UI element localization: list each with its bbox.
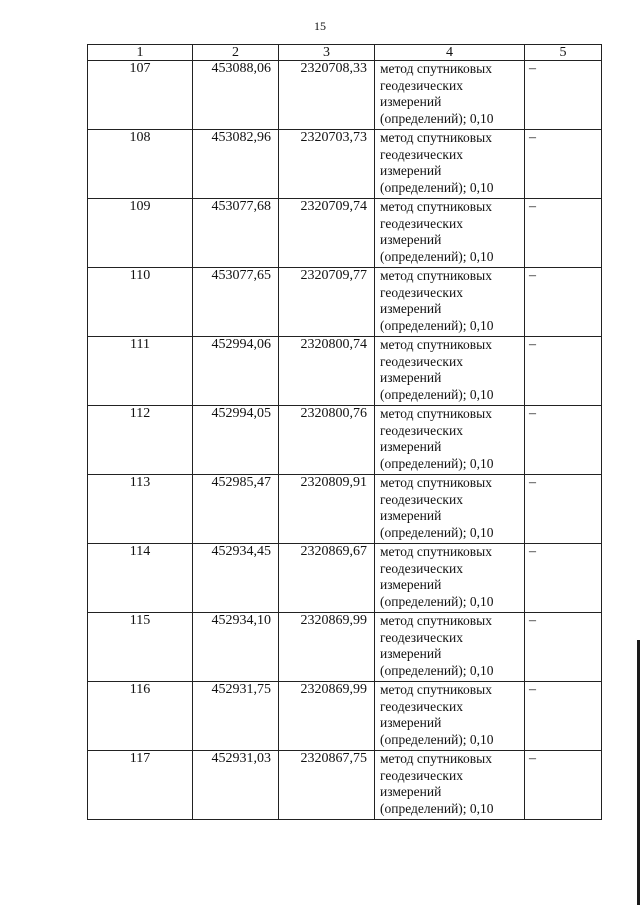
method-line: геодезических: [380, 491, 463, 507]
method-line: метод спутниковых: [380, 682, 492, 697]
method-line: (определений); 0,10: [380, 662, 494, 678]
method-line: метод спутниковых: [380, 475, 492, 490]
x-coordinate-cell: 452934,10: [193, 613, 279, 682]
method-line: измерений: [380, 232, 442, 247]
table-row: [88, 268, 602, 337]
method-line: (определений); 0,10: [380, 179, 494, 195]
method-cell: [375, 199, 525, 268]
table-row: [88, 130, 602, 199]
method-line: геодезических: [380, 215, 463, 231]
y-coordinate-cell: 2320703,73: [279, 130, 375, 199]
method-line: измерений: [380, 784, 442, 799]
method-cell: [375, 613, 525, 682]
method-line: измерений: [380, 715, 442, 730]
header-cell-3: 3: [279, 45, 375, 61]
y-coordinate-cell: 2320709,74: [279, 199, 375, 268]
method-line: метод спутниковых: [380, 337, 492, 352]
x-coordinate-cell: 452934,45: [193, 544, 279, 613]
note-cell: –: [525, 751, 602, 820]
note-cell: –: [525, 613, 602, 682]
x-coordinate-cell: 453077,65: [193, 268, 279, 337]
y-coordinate-cell: 2320869,99: [279, 682, 375, 751]
x-coordinate-cell: 453082,96: [193, 130, 279, 199]
method-cell: [375, 406, 525, 475]
header-cell-1: 1: [88, 45, 193, 61]
note-cell: –: [525, 199, 602, 268]
note-cell: –: [525, 337, 602, 406]
y-coordinate-cell: 2320869,67: [279, 544, 375, 613]
method-cell: [375, 544, 525, 613]
note-cell: –: [525, 268, 602, 337]
method-line: (определений); 0,10: [380, 731, 494, 747]
method-line: метод спутниковых: [380, 544, 492, 559]
method-line: измерений: [380, 370, 442, 385]
table-row: [88, 613, 602, 682]
table-row: [88, 199, 602, 268]
method-cell: [375, 268, 525, 337]
note-cell: –: [525, 475, 602, 544]
header-cell-5: 5: [525, 45, 602, 61]
y-coordinate-cell: 2320800,74: [279, 337, 375, 406]
method-line: измерений: [380, 439, 442, 454]
table-row: [88, 751, 602, 820]
note-cell: –: [525, 130, 602, 199]
point-number-cell: 113: [88, 475, 193, 544]
method-cell: [375, 751, 525, 820]
table-row: [88, 406, 602, 475]
point-number-cell: 111: [88, 337, 193, 406]
page-number: 15: [314, 19, 326, 33]
method-line: метод спутниковых: [380, 613, 492, 628]
method-line: метод спутниковых: [380, 406, 492, 421]
point-number-cell: 108: [88, 130, 193, 199]
x-coordinate-cell: 453088,06: [193, 61, 279, 130]
point-number-cell: 110: [88, 268, 193, 337]
y-coordinate-cell: 2320809,91: [279, 475, 375, 544]
method-line: геодезических: [380, 353, 463, 369]
method-line: геодезических: [380, 629, 463, 645]
x-coordinate-cell: 452985,47: [193, 475, 279, 544]
method-line: (определений); 0,10: [380, 110, 494, 126]
point-number-cell: 109: [88, 199, 193, 268]
point-number-cell: 115: [88, 613, 193, 682]
y-coordinate-cell: 2320709,77: [279, 268, 375, 337]
header-cell-4: 4: [375, 45, 525, 61]
note-cell: –: [525, 61, 602, 130]
header-cell-2: 2: [193, 45, 279, 61]
method-line: измерений: [380, 577, 442, 592]
table-body: [88, 45, 602, 820]
table-row: [88, 544, 602, 613]
x-coordinate-cell: 452931,75: [193, 682, 279, 751]
method-line: (определений); 0,10: [380, 593, 494, 609]
method-line: (определений); 0,10: [380, 524, 494, 540]
method-line: метод спутниковых: [380, 199, 492, 214]
point-number-cell: 116: [88, 682, 193, 751]
method-line: (определений); 0,10: [380, 800, 494, 816]
y-coordinate-cell: 2320869,99: [279, 613, 375, 682]
table-row: [88, 337, 602, 406]
note-cell: –: [525, 406, 602, 475]
method-line: метод спутниковых: [380, 130, 492, 145]
table-row: [88, 475, 602, 544]
note-cell: –: [525, 544, 602, 613]
method-line: (определений); 0,10: [380, 248, 494, 264]
method-line: геодезических: [380, 767, 463, 783]
method-line: измерений: [380, 94, 442, 109]
method-line: геодезических: [380, 698, 463, 714]
table-header-row: [88, 45, 602, 61]
point-number-cell: 117: [88, 751, 193, 820]
method-cell: [375, 475, 525, 544]
method-line: геодезических: [380, 422, 463, 438]
method-line: измерений: [380, 508, 442, 523]
method-line: (определений); 0,10: [380, 317, 494, 333]
method-line: измерений: [380, 163, 442, 178]
x-coordinate-cell: 453077,68: [193, 199, 279, 268]
y-coordinate-cell: 2320708,33: [279, 61, 375, 130]
method-cell: [375, 337, 525, 406]
y-coordinate-cell: 2320867,75: [279, 751, 375, 820]
y-coordinate-cell: 2320800,76: [279, 406, 375, 475]
method-cell: [375, 61, 525, 130]
method-line: метод спутниковых: [380, 268, 492, 283]
point-number-cell: 112: [88, 406, 193, 475]
table-row: [88, 61, 602, 130]
method-line: измерений: [380, 646, 442, 661]
method-line: (определений); 0,10: [380, 386, 494, 402]
table-row: [88, 682, 602, 751]
method-line: метод спутниковых: [380, 61, 492, 76]
note-cell: –: [525, 682, 602, 751]
coordinates-table: [87, 44, 602, 820]
method-line: геодезических: [380, 146, 463, 162]
method-line: метод спутниковых: [380, 751, 492, 766]
method-cell: [375, 682, 525, 751]
point-number-cell: 114: [88, 544, 193, 613]
method-line: геодезических: [380, 284, 463, 300]
x-coordinate-cell: 452931,03: [193, 751, 279, 820]
x-coordinate-cell: 452994,05: [193, 406, 279, 475]
method-cell: [375, 130, 525, 199]
method-line: измерений: [380, 301, 442, 316]
method-line: геодезических: [380, 560, 463, 576]
method-line: (определений); 0,10: [380, 455, 494, 471]
method-line: геодезических: [380, 77, 463, 93]
point-number-cell: 107: [88, 61, 193, 130]
x-coordinate-cell: 452994,06: [193, 337, 279, 406]
